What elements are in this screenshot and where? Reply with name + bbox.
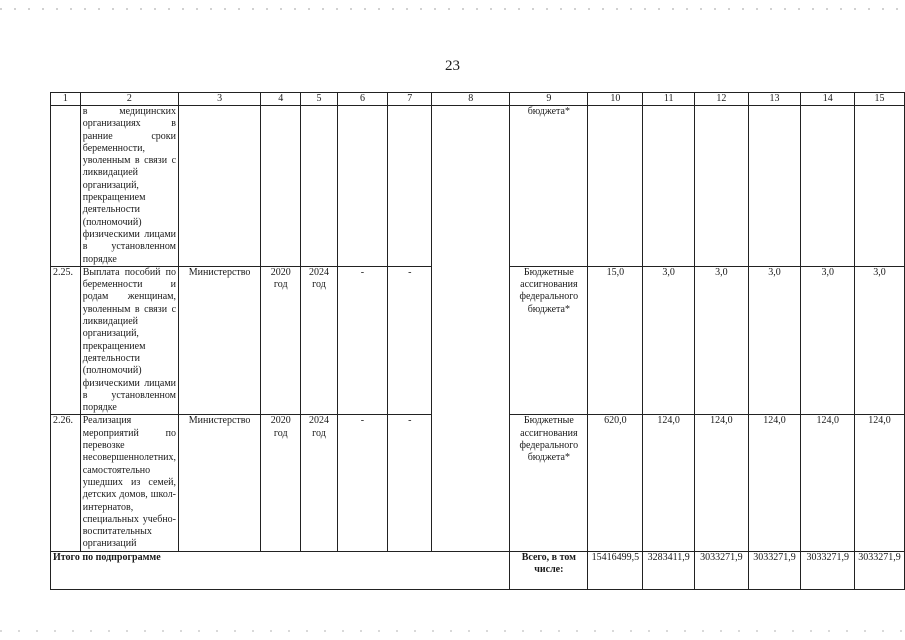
col6-value: - [337,415,388,551]
column-header: 14 [801,93,855,106]
column-header: 8 [432,93,510,106]
page-number: 23 [445,58,460,74]
total-value: 15,0 [588,266,643,415]
table-row-continuation [51,106,905,267]
row-description: в медицинских организациях в ранние сроки беременности, уволенным в связи с ликвидацией организаций, прекращением деятельности (полномочий) физическими лицами в установленном порядке [80,106,178,267]
col7-cell [388,106,432,267]
year1-value: 3,0 [643,266,695,415]
year4-value: 124,0 [801,415,855,551]
row-number-cell [51,106,81,267]
end-year: 2024 год [301,266,337,415]
year3-value: 124,0 [748,415,801,551]
year1-cell [643,106,695,267]
column-header: 5 [301,93,337,106]
executor-cell [179,106,261,267]
budget-table [50,92,905,590]
column-header: 12 [695,93,749,106]
totals-year4: 3033271,9 [801,551,855,589]
totals-row [51,551,905,589]
year5-value: 3,0 [855,266,905,415]
column-header: 15 [855,93,905,106]
year5-cell [855,106,905,267]
col6-cell [337,106,388,267]
total-cell [588,106,643,267]
totals-year2: 3033271,9 [695,551,749,589]
year3-value: 3,0 [748,266,801,415]
year1-value: 124,0 [643,415,695,551]
column-header: 1 [51,93,81,106]
row-description: Выплата пособий по беременности и родам женщинам, уволенным в связи с ликвидацией организаций, прекращением деятельности (полномочий) физическими лицами в установленном порядке [80,266,178,415]
column-header: 4 [261,93,301,106]
col7-value: - [388,415,432,551]
year2-value: 124,0 [695,415,749,551]
column-header: 10 [588,93,643,106]
year2-value: 3,0 [695,266,749,415]
funding-source: Бюджетные ассигнования федерального бюджета* [510,266,588,415]
column-header: 2 [80,93,178,106]
totals-word: Всего, в том числе: [510,551,588,589]
scan-noise-bottom [0,630,905,632]
year2-cell [695,106,749,267]
year4-value: 3,0 [801,266,855,415]
year5-value: 124,0 [855,415,905,551]
col8-cell [432,106,510,552]
col6-value: - [337,266,388,415]
totals-year1: 3283411,9 [643,551,695,589]
totals-year3: 3033271,9 [748,551,801,589]
column-number-row [51,93,905,106]
column-header: 9 [510,93,588,106]
row-number: 2.26. [51,415,81,551]
total-value: 620,0 [588,415,643,551]
row-number: 2.25. [51,266,81,415]
year4-cell [801,106,855,267]
column-header: 13 [748,93,801,106]
end-year-cell [301,106,337,267]
start-year: 2020 год [261,266,301,415]
totals-year5: 3033271,9 [855,551,905,589]
totals-total: 15416499,5 [588,551,643,589]
executor: Министерство [179,415,261,551]
end-year: 2024 год [301,415,337,551]
year3-cell [748,106,801,267]
totals-label: Итого по подпрограмме [51,551,510,589]
column-header: 6 [337,93,388,106]
start-year: 2020 год [261,415,301,551]
column-header: 3 [179,93,261,106]
column-header: 7 [388,93,432,106]
col7-value: - [388,266,432,415]
row-description: Реализация мероприятий по перевозке несовершеннолетних, самостоятельно ушедших из семей, детских домов, школ-интернатов, специальных учебно-воспитательных организаций [80,415,178,551]
scan-noise-top [0,8,905,10]
executor: Министерство [179,266,261,415]
funding-source: бюджета* [510,106,588,267]
funding-source: Бюджетные ассигнования федерального бюджета* [510,415,588,551]
column-header: 11 [643,93,695,106]
start-year-cell [261,106,301,267]
